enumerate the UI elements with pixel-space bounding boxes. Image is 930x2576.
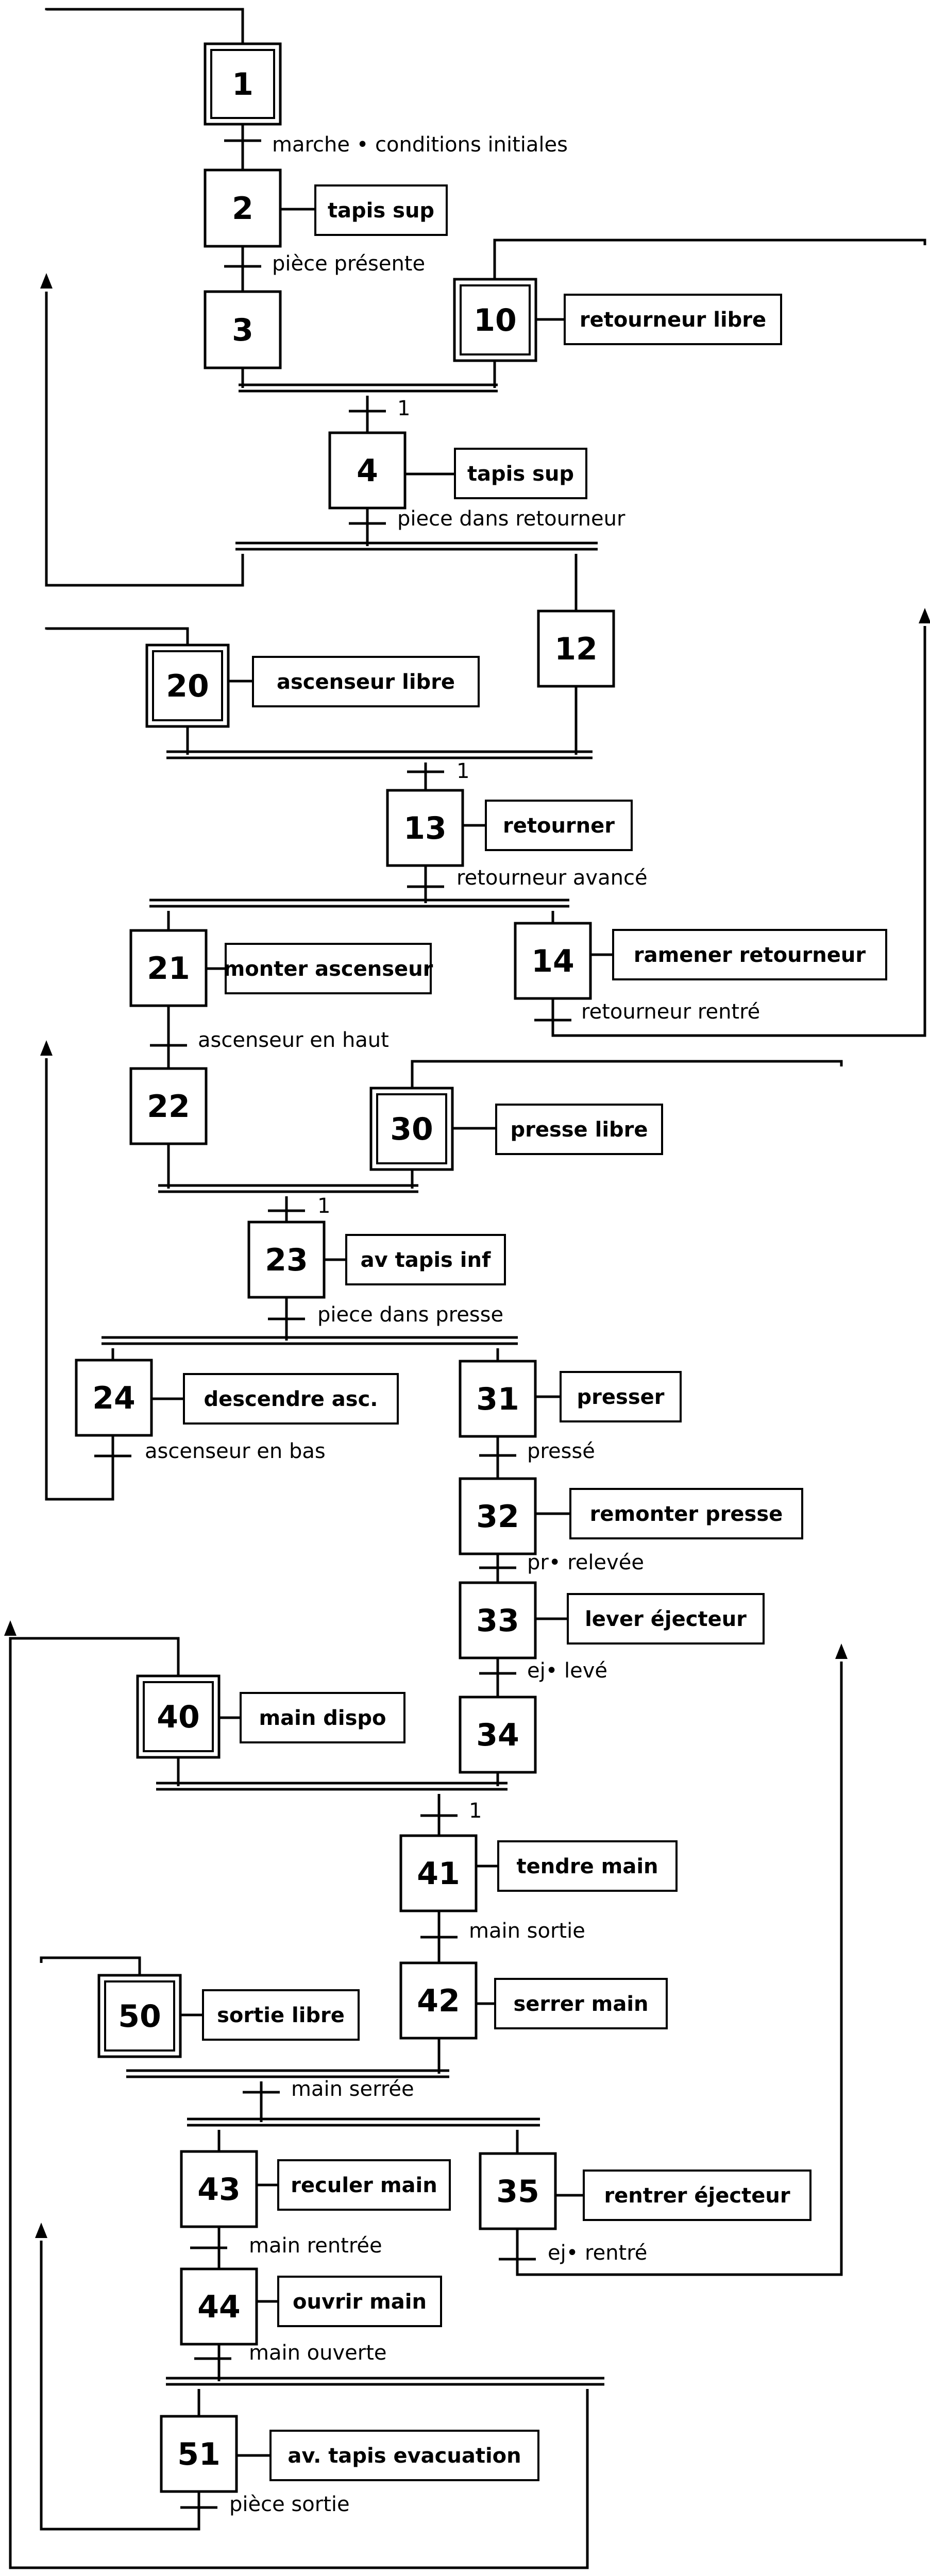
action-label: lever éjecteur bbox=[585, 1607, 747, 1631]
step-number: 22 bbox=[147, 1089, 190, 1125]
action-32 bbox=[570, 1489, 802, 1538]
step-number: 35 bbox=[496, 2174, 539, 2210]
transition-condition: marche • conditions initiales bbox=[272, 133, 568, 157]
sync-double-bar bbox=[102, 1337, 518, 1344]
transition-condition: ascenseur en bas bbox=[145, 1439, 326, 1463]
step-14 bbox=[515, 923, 590, 998]
sync-double-bar bbox=[158, 1185, 418, 1192]
step-32 bbox=[460, 1479, 535, 1554]
step-number: 24 bbox=[92, 1380, 136, 1416]
arrow-up-icon bbox=[40, 1040, 53, 1056]
step-number: 2 bbox=[232, 191, 253, 227]
link-line bbox=[46, 9, 243, 44]
link-line bbox=[495, 240, 925, 279]
action-label: remonter presse bbox=[589, 1502, 783, 1526]
transition-condition: 1 bbox=[456, 759, 470, 783]
transition-condition: main ouverte bbox=[249, 2341, 387, 2365]
transition-condition: 1 bbox=[317, 1194, 331, 1218]
action-14 bbox=[613, 930, 886, 979]
transition-condition: piece dans presse bbox=[317, 1303, 504, 1327]
transition-condition: pièce sortie bbox=[229, 2493, 350, 2516]
transition-condition: piece dans retourneur bbox=[397, 507, 625, 531]
step-number: 51 bbox=[177, 2436, 221, 2472]
step-31 bbox=[460, 1361, 535, 1436]
arrow-up-icon bbox=[919, 608, 930, 623]
action-10 bbox=[565, 295, 781, 344]
step-number: 44 bbox=[197, 2289, 241, 2325]
action-label: tendre main bbox=[516, 1855, 658, 1878]
sync-double-bar bbox=[187, 2119, 540, 2125]
link-line bbox=[412, 1061, 841, 1088]
action-label: presser bbox=[577, 1385, 665, 1409]
action-label: ascenseur libre bbox=[276, 670, 455, 694]
step-number: 14 bbox=[531, 943, 574, 979]
action-label: sortie libre bbox=[217, 2004, 345, 2027]
action-24 bbox=[184, 1374, 398, 1423]
action-label: presse libre bbox=[510, 1118, 648, 1142]
action-label: ramener retourneur bbox=[633, 943, 866, 967]
action-label: tapis sup bbox=[327, 199, 435, 223]
step-34 bbox=[460, 1697, 535, 1772]
step-51 bbox=[161, 2416, 236, 2492]
action-label: descendre asc. bbox=[204, 1387, 378, 1411]
action-label: monter ascenseur bbox=[223, 957, 433, 981]
arrow-up-icon bbox=[4, 1620, 16, 1636]
step-41 bbox=[401, 1836, 476, 1911]
step-42 bbox=[401, 1963, 476, 2038]
step-40 bbox=[138, 1676, 219, 1757]
sync-double-bar bbox=[235, 543, 598, 549]
link-line bbox=[46, 629, 188, 645]
transition-condition: 1 bbox=[469, 1799, 482, 1823]
step-number: 30 bbox=[390, 1111, 433, 1147]
step-13 bbox=[387, 790, 463, 866]
step-number: 34 bbox=[476, 1717, 519, 1753]
action-4 bbox=[455, 449, 586, 498]
step-12 bbox=[538, 611, 614, 686]
step-24 bbox=[76, 1360, 151, 1435]
action-41 bbox=[498, 1841, 677, 1891]
sync-double-bar bbox=[166, 752, 593, 758]
sync-double-bar bbox=[156, 1783, 508, 1789]
transition-condition: 1 bbox=[397, 397, 411, 420]
step-1 bbox=[205, 44, 280, 124]
transition-condition: pièce présente bbox=[272, 252, 426, 276]
step-30 bbox=[371, 1088, 452, 1170]
transition-condition: ej• levé bbox=[527, 1659, 608, 1683]
step-number: 33 bbox=[476, 1603, 519, 1639]
step-35 bbox=[480, 2154, 555, 2229]
step-44 bbox=[181, 2269, 257, 2344]
sync-double-bar bbox=[126, 2071, 449, 2077]
action-21 bbox=[224, 944, 433, 993]
step-43 bbox=[181, 2151, 257, 2227]
transition-condition: retourneur avancé bbox=[456, 866, 648, 890]
step-21 bbox=[131, 930, 206, 1006]
transition-condition: ascenseur en haut bbox=[198, 1028, 389, 1052]
link-line bbox=[41, 1958, 140, 1975]
action-label: reculer main bbox=[291, 2174, 437, 2197]
step-number: 40 bbox=[157, 1699, 200, 1735]
sync-double-bar bbox=[149, 900, 569, 906]
action-label: rentrer éjecteur bbox=[604, 2184, 790, 2208]
step-22 bbox=[131, 1069, 206, 1144]
action-label: tapis sup bbox=[467, 462, 574, 486]
step-number: 12 bbox=[554, 631, 598, 667]
action-44 bbox=[278, 2277, 441, 2326]
action-label: av. tapis evacuation bbox=[288, 2444, 521, 2468]
action-40 bbox=[241, 1693, 404, 1742]
transition-condition: ej• rentré bbox=[548, 2241, 648, 2265]
step-number: 43 bbox=[197, 2172, 241, 2208]
step-number: 13 bbox=[403, 810, 447, 846]
step-33 bbox=[460, 1583, 535, 1658]
step-number: 32 bbox=[476, 1499, 519, 1535]
action-20 bbox=[253, 657, 479, 706]
step-number: 23 bbox=[265, 1242, 308, 1278]
step-3 bbox=[205, 292, 280, 368]
step-number: 41 bbox=[417, 1856, 460, 1892]
action-33 bbox=[568, 1594, 764, 1643]
step-number: 10 bbox=[474, 302, 517, 338]
transition-condition: pr• relevée bbox=[527, 1551, 644, 1574]
step-number: 42 bbox=[417, 1983, 460, 2019]
step-2 bbox=[205, 170, 280, 246]
action-43 bbox=[278, 2160, 450, 2210]
action-label: retourner bbox=[503, 814, 615, 838]
action-31 bbox=[561, 1372, 681, 1421]
arrow-up-icon bbox=[835, 1643, 848, 1659]
action-30 bbox=[496, 1105, 662, 1154]
transition-condition: retourneur rentré bbox=[581, 1000, 760, 1024]
step-number: 4 bbox=[357, 453, 378, 489]
sync-double-bar bbox=[166, 2378, 604, 2384]
action-23 bbox=[346, 1235, 505, 1284]
action-50 bbox=[203, 1990, 359, 2040]
transition-condition: main sortie bbox=[469, 1919, 585, 1943]
action-label: main dispo bbox=[259, 1706, 386, 1730]
transition-condition: main serrée bbox=[291, 2077, 414, 2101]
link-line bbox=[10, 1638, 587, 2568]
action-2 bbox=[315, 185, 447, 235]
action-label: retourneur libre bbox=[579, 308, 767, 332]
step-50 bbox=[99, 1975, 180, 2057]
step-number: 20 bbox=[166, 668, 209, 704]
arrow-up-icon bbox=[40, 273, 53, 289]
step-number: 31 bbox=[476, 1381, 519, 1417]
step-10 bbox=[454, 279, 536, 361]
step-4 bbox=[330, 433, 405, 508]
step-number: 50 bbox=[118, 1998, 161, 2035]
step-number: 21 bbox=[147, 951, 190, 987]
step-20 bbox=[147, 645, 228, 726]
step-number: 3 bbox=[232, 312, 253, 348]
action-42 bbox=[495, 1979, 667, 2028]
step-23 bbox=[249, 1222, 324, 1297]
transition-condition: pressé bbox=[527, 1439, 595, 1463]
step-number: 1 bbox=[232, 66, 253, 103]
action-label: av tapis inf bbox=[360, 1248, 491, 1272]
action-13 bbox=[486, 801, 632, 850]
action-label: serrer main bbox=[513, 1992, 649, 2016]
action-35 bbox=[584, 2171, 810, 2220]
action-label: ouvrir main bbox=[293, 2290, 427, 2314]
arrow-up-icon bbox=[35, 2223, 47, 2238]
sync-double-bar bbox=[239, 385, 498, 391]
action-51 bbox=[270, 2431, 538, 2480]
transition-condition: main rentrée bbox=[249, 2234, 382, 2258]
